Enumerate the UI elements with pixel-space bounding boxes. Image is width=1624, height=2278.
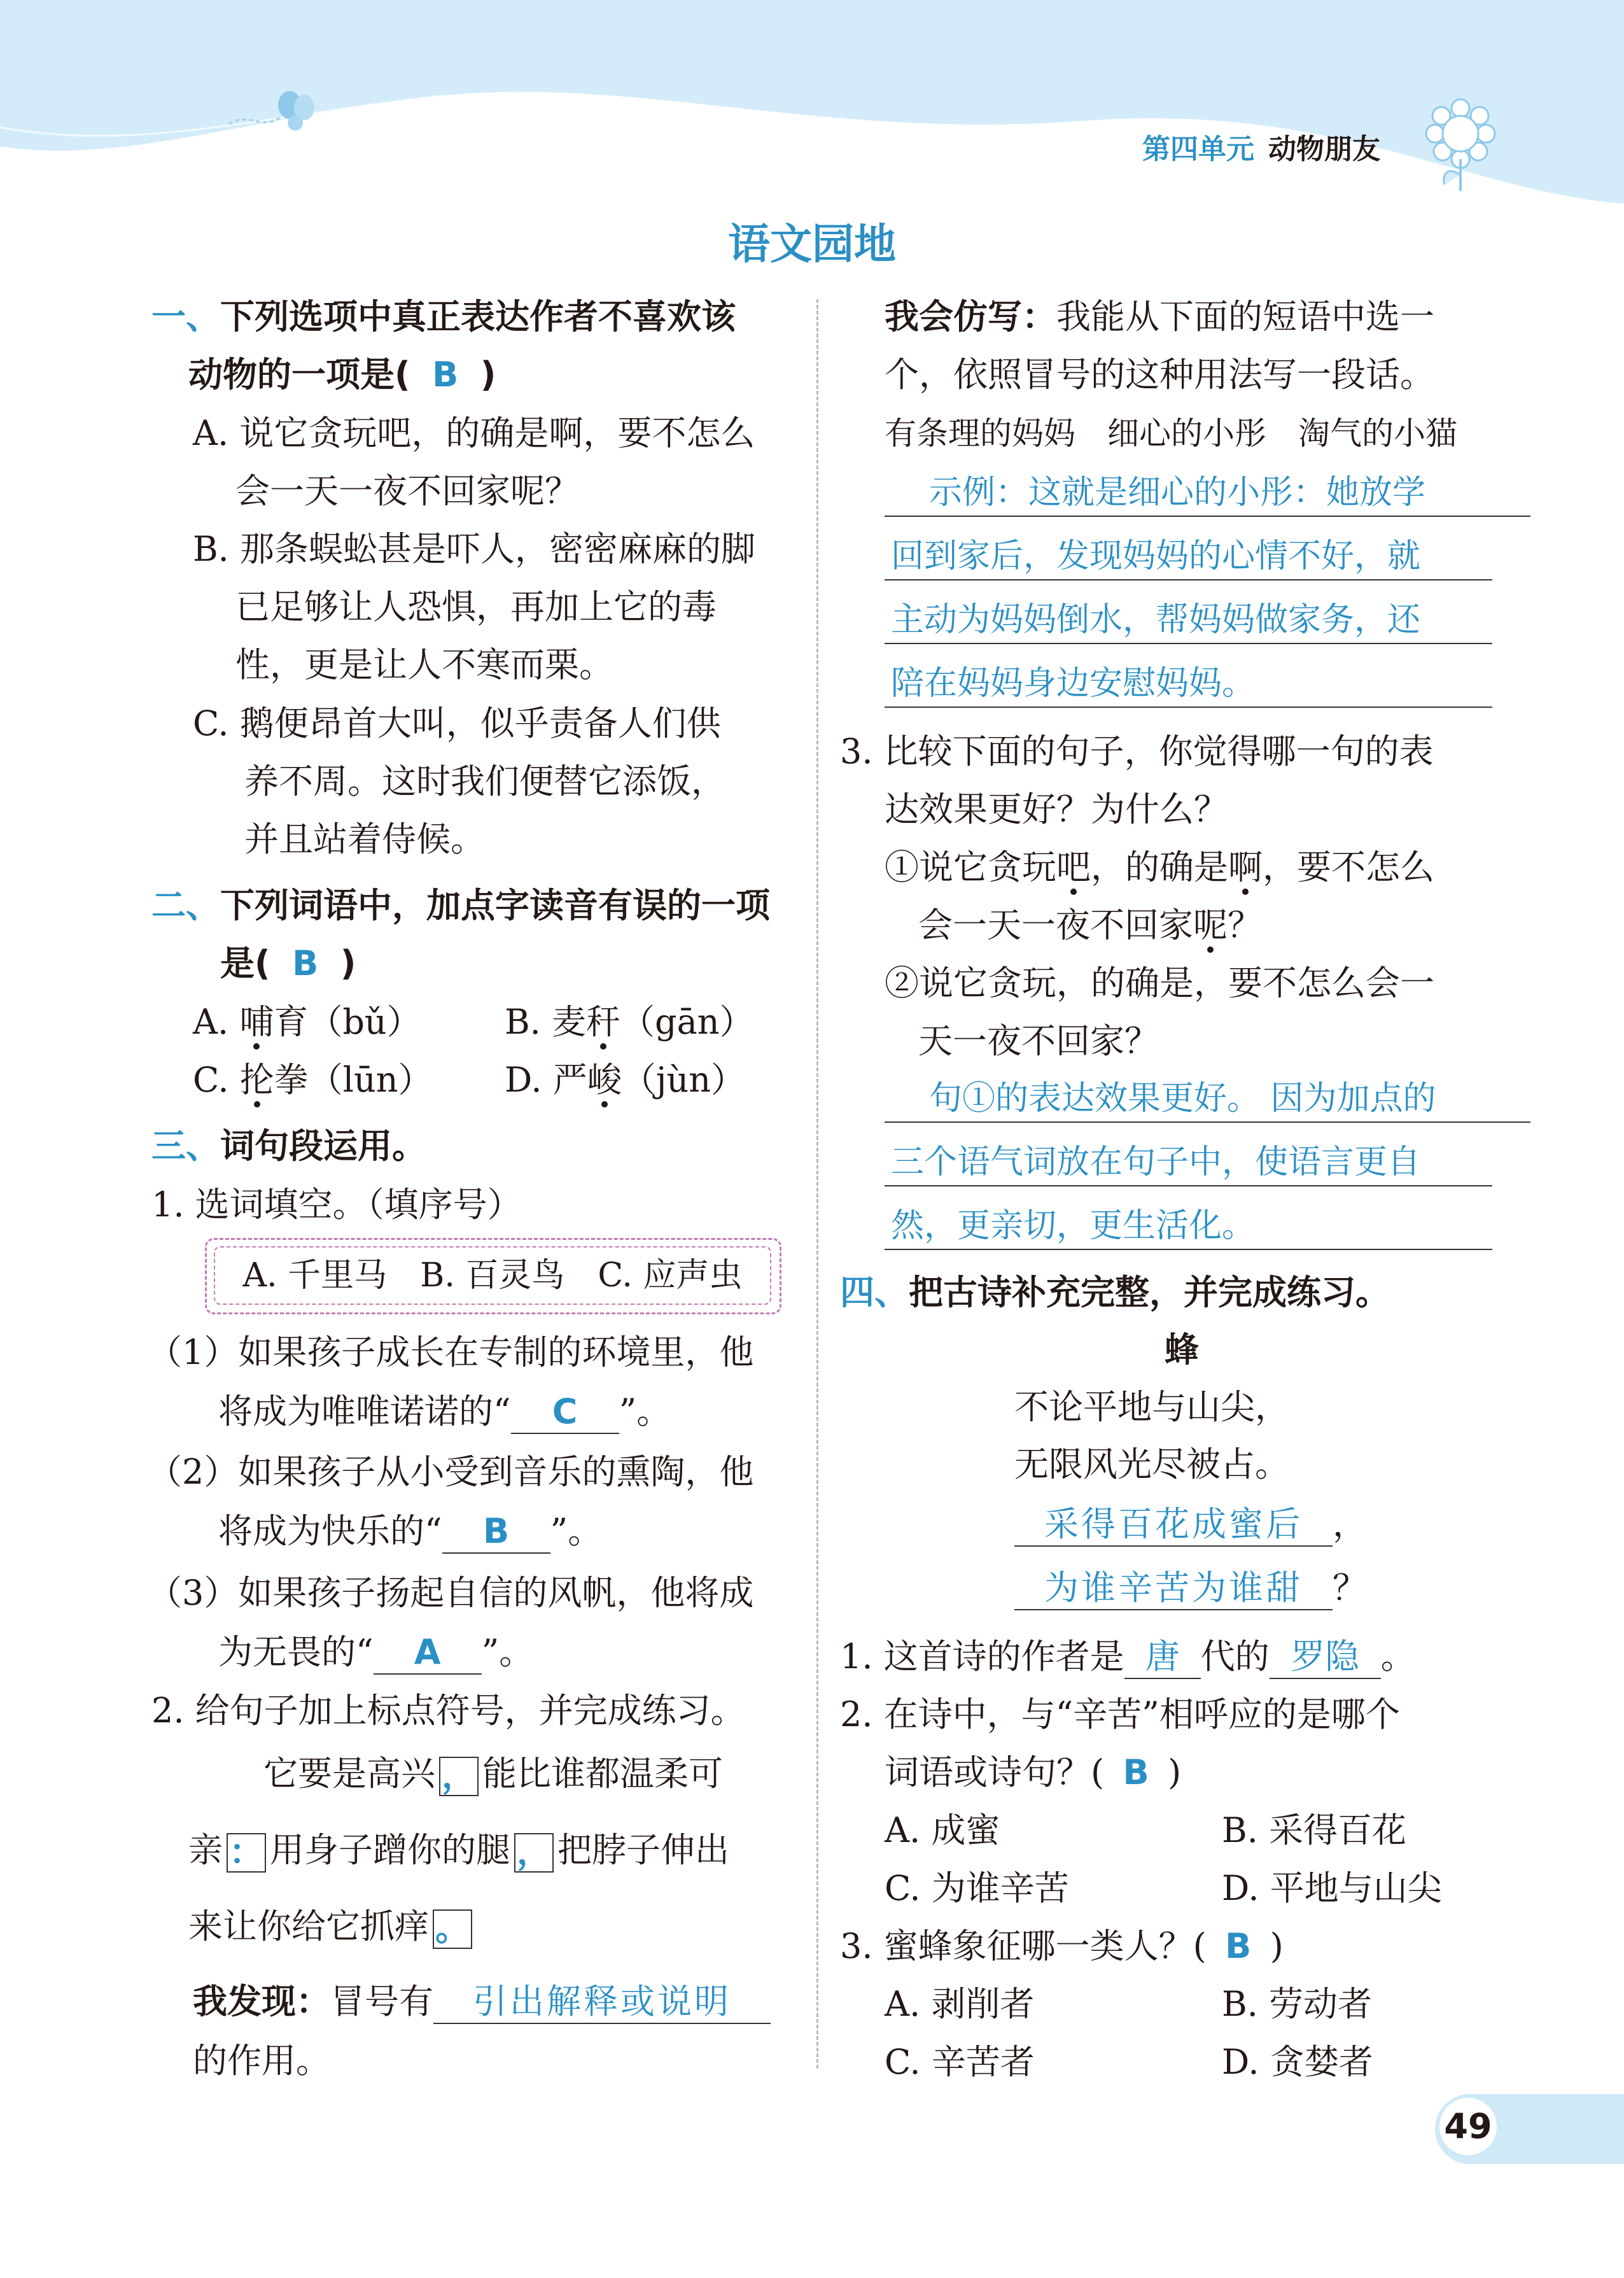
q4-sub3-option-d: D. 贪婪者 — [1222, 2042, 1373, 2082]
poem-blank-2[interactable]: 为谁辛苦为谁甜 — [1014, 1567, 1333, 1610]
q1-option-a-cont: 会一天一夜不回家呢？ — [235, 471, 579, 511]
q3-prompt: 三、词句段运用。 — [151, 1126, 426, 1166]
discovery-line: 我发现：冒号有 引出解释或说明 — [193, 1981, 771, 2024]
q4-sub2-option-d: D. 平地与山尖 — [1222, 1868, 1442, 1908]
punct-box-3[interactable]: ， — [514, 1833, 554, 1873]
poem-line-3: 采得百花成蜜后 ， — [1014, 1503, 1367, 1547]
q2-answer: B — [292, 943, 319, 983]
q3-item1-cont: 将成为唯唯诺诺的“ C ”。 — [218, 1391, 671, 1434]
q4-sub3-answer: B — [1225, 1926, 1252, 1966]
q4-author-answer[interactable]: 罗隐 — [1270, 1636, 1381, 1679]
q1-option-c-cont: 养不周。这时我们便替它添饭， — [244, 761, 725, 801]
discovery-line-cont: 的作用。 — [193, 2041, 330, 2081]
punct-box-1[interactable]: ， — [439, 1757, 479, 1796]
compare-answer-line-2[interactable]: 三个语气词放在句子中，使语言更自 — [885, 1139, 1492, 1186]
poem-line-2: 无限风光尽被占。 — [1014, 1444, 1289, 1484]
q3-item2-answer[interactable]: B — [442, 1510, 550, 1554]
q2-prompt-2: 是( B ) — [220, 943, 356, 983]
q4-sub2-option-b: B. 采得百花 — [1222, 1810, 1407, 1850]
poem-blank-1[interactable]: 采得百花成蜜后 — [1014, 1503, 1333, 1547]
punct-sentence-2: 亲 ： 用身子蹭你的腿 ， 把脖子伸出 — [188, 1830, 729, 1872]
discovery-answer[interactable]: 引出解释或说明 — [433, 1981, 771, 2024]
q1-prompt: 一、下列选项中真正表达作者不喜欢该 — [151, 297, 736, 337]
q4-prompt: 四、把古诗补充完整，并完成练习。 — [840, 1272, 1390, 1312]
q3-item3-answer[interactable]: A — [374, 1631, 482, 1675]
q4-sub2-cont: 词语或诗句？( B ) — [885, 1752, 1182, 1792]
q1-option-b-cont: 已足够让人恐惧，再加上它的毒 — [235, 587, 717, 627]
q2-option-b: B. 麦秆（gān） — [505, 1002, 754, 1042]
q1-option-c: C. 鹅便昂首大叫，似乎责备人们供 — [193, 703, 721, 743]
punct-box-2[interactable]: ： — [227, 1833, 266, 1873]
imitate-answer-line-3[interactable]: 主动为妈妈倒水，帮妈妈做家务，还 — [885, 597, 1492, 644]
q1-option-b: B. 那条蜈蚣甚是吓人，密密麻麻的脚 — [193, 529, 756, 569]
q4-sub2-option-c: C. 为谁辛苦 — [885, 1868, 1069, 1908]
page-number: 49 — [1439, 2098, 1497, 2155]
q4-sub3-option-b: B. 劳动者 — [1222, 1984, 1373, 2024]
poem-line-4: 为谁辛苦为谁甜 ？ — [1014, 1567, 1367, 1610]
q2-prompt: 二、下列词语中，加点字读音有误的一项 — [151, 885, 770, 925]
q3-item3: （3）如果孩子扬起自信的风帆，他将成 — [148, 1573, 754, 1613]
page-title: 语文园地 — [728, 220, 896, 269]
q3-sub3: 3. 比较下面的句子，你觉得哪一句的表 — [840, 731, 1434, 771]
q4-sub1: 1. 这首诗的作者是 唐 代的 罗隐 。 — [840, 1636, 1415, 1679]
compare-sentence-2: ②说它贪玩，的确是，要不怎么会一 — [885, 963, 1434, 1003]
imitate-answer-line-4[interactable]: 陪在妈妈身边安慰妈妈。 — [885, 661, 1492, 708]
q2-option-a: A. 哺育（bǔ） — [193, 1002, 421, 1042]
q3-sub2: 2. 给句子加上标点符号，并完成练习。 — [151, 1691, 745, 1731]
q1-option-c-cont2: 并且站着侍候。 — [244, 819, 485, 859]
compare-sentence-2-cont: 天一夜不回家？ — [918, 1021, 1159, 1061]
q4-sub3: 3. 蜜蜂象征哪一类人？( B ) — [840, 1926, 1284, 1966]
q3-sub1: 1. 选词填空。（填序号） — [151, 1185, 522, 1225]
q3-item3-cont: 为无畏的“ A ”。 — [218, 1631, 533, 1675]
q2-option-d: D. 严峻（jùn） — [505, 1060, 746, 1100]
compare-answer-line-3[interactable]: 然，更亲切，更生活化。 — [885, 1203, 1492, 1250]
q4-sub2-answer: B — [1123, 1752, 1149, 1792]
q3-item1-answer[interactable]: C — [511, 1391, 619, 1434]
q4-sub2: 2. 在诗中，与“辛苦”相呼应的是哪个 — [840, 1694, 1400, 1734]
imitate-answer-line-1[interactable]: 示例：这就是细心的小彤：她放学 — [885, 470, 1530, 517]
poem-title: 蜂 — [1165, 1330, 1199, 1370]
imitate-phrases: 有条理的妈妈 细心的小彤 淘气的小猫 — [885, 415, 1457, 452]
punct-sentence-3: 来让你给它抓痒 。 — [188, 1906, 476, 1949]
imitate-prompt: 我会仿写：我能从下面的短语中选一 — [885, 297, 1434, 337]
q4-sub2-option-a: A. 成蜜 — [885, 1810, 1000, 1850]
q4-sub3-option-c: C. 辛苦者 — [885, 2042, 1035, 2082]
compare-sentence-1-cont: 会一天一夜不回家呢？ — [918, 905, 1262, 945]
punct-sentence-1: 它要是高兴 ， 能比谁都温柔可 — [263, 1754, 723, 1796]
unit-label: 第四单元 动物朋友 — [1142, 133, 1380, 165]
q4-dynasty-answer[interactable]: 唐 — [1124, 1636, 1201, 1679]
compare-answer-line-1[interactable]: 句①的表达效果更好。 因为加点的 — [885, 1076, 1530, 1123]
column-divider — [816, 299, 818, 2069]
butterfly-icon — [229, 86, 318, 137]
q1-answer: B — [432, 355, 459, 395]
q3-item2-cont: 将成为快乐的“ B ”。 — [218, 1510, 602, 1554]
q4-sub3-option-a: A. 剥削者 — [885, 1984, 1035, 2024]
q1-option-b-cont2: 性，更是让人不寒而栗。 — [235, 645, 613, 685]
poem-line-1: 不论平地与山尖， — [1014, 1387, 1289, 1427]
imitate-answer-line-2[interactable]: 回到家后，发现妈妈的心情不好，就 — [885, 533, 1492, 580]
imitate-prompt-cont: 个，依照冒号的这种用法写一段话。 — [885, 355, 1434, 395]
q3-item1: （1）如果孩子成长在专制的环境里，他 — [148, 1332, 754, 1372]
q1-option-a: A. 说它贪玩吧，的确是啊，要不怎么 — [193, 413, 755, 453]
q1-prompt-2: 动物的一项是( B ) — [188, 355, 496, 395]
word-choices: A. 千里马 B. 百灵鸟 C. 应声虫 — [214, 1246, 771, 1305]
q3-sub3-cont: 达效果更好？为什么？ — [885, 789, 1228, 829]
compare-sentence-1: ①说它贪玩吧，的确是啊，要不怎么 — [885, 847, 1434, 887]
punct-box-4[interactable]: 。 — [433, 1909, 472, 1949]
q3-item2: （2）如果孩子从小受到音乐的熏陶，他 — [148, 1452, 754, 1492]
sunflower-icon — [1422, 95, 1499, 191]
q2-option-c: C. 抡拳（lūn） — [193, 1060, 433, 1100]
